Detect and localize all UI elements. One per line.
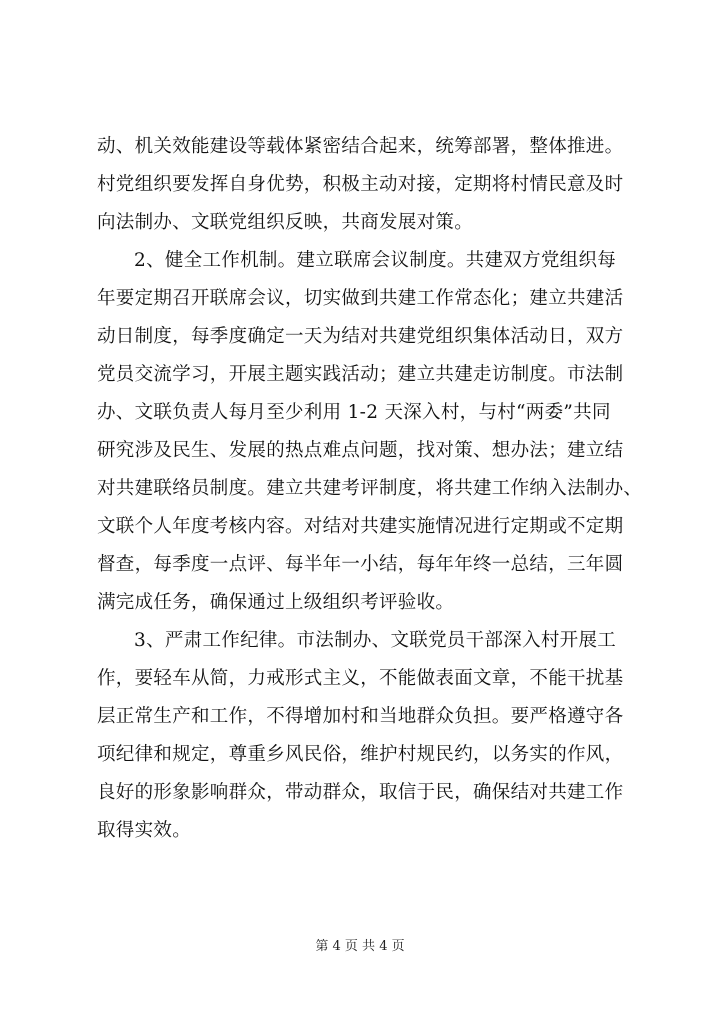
text-line: 向法制办、文联党组织反映，共商发展对策。	[97, 212, 474, 233]
text-line: 满完成任务，确保通过上级组织考评验收。	[97, 592, 455, 613]
text-line: 项纪律和规定，尊重乡风民俗，维护村规民约，以务实的作风，	[97, 744, 624, 765]
text-line: 层正常生产和工作，不得增加村和当地群众负担。要严格遵守各	[97, 706, 624, 727]
text-line: 取得实效。	[97, 820, 192, 841]
text-line: 2、健全工作机制。建立联席会议制度。共建双方党组织每	[134, 250, 617, 271]
page-footer	[0, 938, 720, 956]
paragraph-2	[97, 242, 657, 622]
paragraph-1	[97, 128, 657, 242]
text-line: 年要定期召开联席会议，切实做到共建工作常态化；建立共建活	[97, 288, 624, 309]
text-line: 良好的形象影响群众，带动群众，取信于民，确保结对共建工作	[97, 782, 624, 803]
paragraph-3	[97, 622, 657, 850]
text-line: 动日制度，每季度确定一天为结对共建党组织集体活动日，双方	[97, 326, 624, 347]
text-line: 文联个人年度考核内容。对结对共建实施情况进行定期或不定期	[97, 516, 624, 537]
text-line: 党员交流学习，开展主题实践活动；建立共建走访制度。市法制	[97, 364, 624, 385]
text-line: 对共建联络员制度。建立共建考评制度，将共建工作纳入法制办、	[97, 478, 643, 499]
page-number-label: 第 4 页 共 4 页	[315, 939, 405, 954]
text-line: 作，要轻车从简，力戒形式主义，不能做表面文章，不能干扰基	[97, 668, 624, 689]
text-line: 办、文联负责人每月至少利用 1-2 天深入村，与村“两委”共同	[97, 402, 611, 423]
text-line: 3、严肃工作纪律。市法制办、文联党员干部深入村开展工	[134, 630, 617, 651]
text-line: 督查，每季度一点评、每半年一小结，每年年终一总结，三年圆	[97, 554, 624, 575]
text-line: 研究涉及民生、发展的热点难点问题，找对策、想办法；建立结	[97, 440, 624, 461]
document-body	[97, 128, 657, 850]
text-line: 动、机关效能建设等载体紧密结合起来，统筹部署，整体推进。	[97, 136, 624, 157]
text-line: 村党组织要发挥自身优势，积极主动对接，定期将村情民意及时	[97, 174, 624, 195]
